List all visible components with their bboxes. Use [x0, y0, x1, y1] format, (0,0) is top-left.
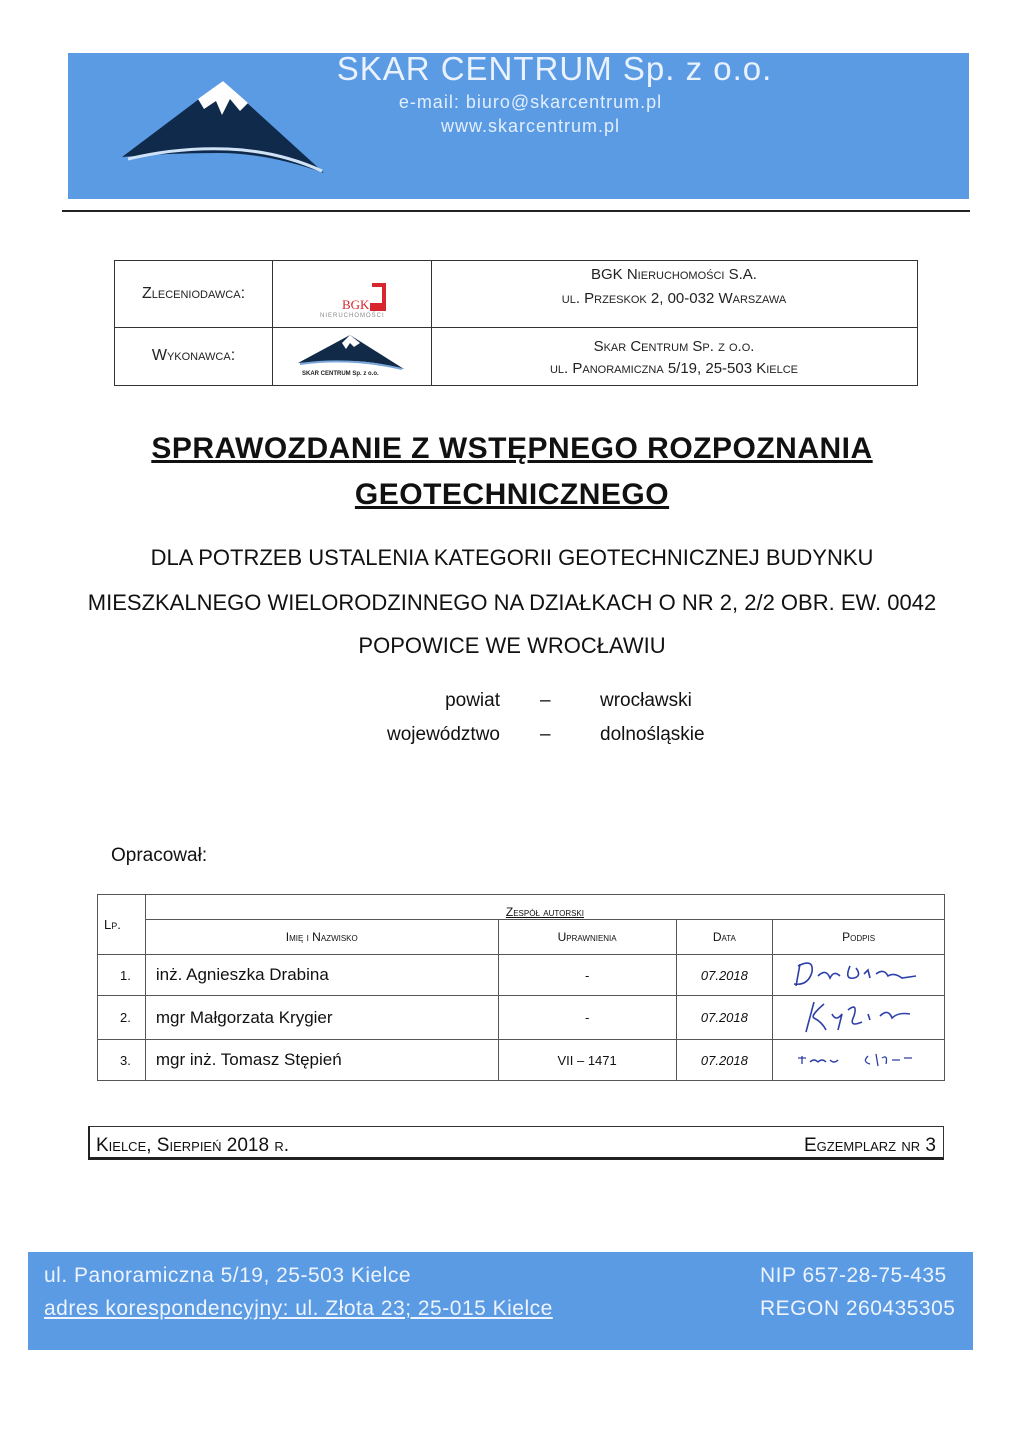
powiat-dash: –: [540, 690, 551, 711]
signature: [773, 1040, 945, 1081]
author-date: 07.2018: [676, 1040, 773, 1081]
author-date: 07.2018: [676, 996, 773, 1040]
client-name: BGK Nieruchomości S.A.: [591, 266, 757, 283]
author-permissions: VII – 1471: [498, 1040, 676, 1081]
signature-column-header: Podpis: [773, 920, 945, 955]
powiat-label: powiat: [445, 690, 500, 711]
table-row: [98, 996, 945, 1040]
contractor-name: Skar Centrum Sp. z o.o.: [593, 338, 755, 355]
lp-header: Lp.: [98, 895, 146, 955]
author-permissions: -: [498, 996, 676, 1040]
report-title-line2: GEOTECHNICZNEGO: [354, 478, 670, 511]
parties-row-divider: [115, 327, 917, 328]
client-address: ul. Przeskok 2, 00-032 Warszawa: [561, 290, 787, 307]
regon-number: REGON 260435305: [760, 1297, 956, 1320]
author-permissions: -: [498, 955, 676, 996]
office-address: ul. Panoramiczna 5/19, 25-503 Kielce: [44, 1264, 412, 1287]
header-divider: [62, 210, 970, 212]
powiat-value: wrocławski: [600, 690, 692, 711]
author-name: mgr inż. Tomasz Stępień: [145, 1040, 498, 1081]
report-subtitle-line1: DLA POTRZEB USTALENIA KATEGORII GEOTECHNICZNEJ BUDYNKU: [150, 545, 874, 570]
signature-krygier: [784, 996, 934, 1034]
prepared-by-label: Opracował:: [111, 845, 208, 866]
name-column-header: Imię i Nazwisko: [145, 920, 498, 955]
signature: [773, 955, 945, 996]
permissions-column-header: Uprawnienia: [498, 920, 676, 955]
row-number: 1.: [98, 955, 146, 996]
signature-stepien: [784, 1044, 934, 1072]
report-title-line1: SPRAWOZDANIE Z WSTĘPNEGO ROZPOZNANIA: [151, 432, 873, 465]
voivodeship-label: województwo: [387, 724, 500, 745]
report-subtitle-line3: POPOWICE WE WROCŁAWIU: [358, 633, 666, 658]
skar-logo: SKAR CENTRUM Sp. z o.o.: [272, 331, 431, 383]
place-and-date: Kielce, Sierpień 2018 r.: [96, 1135, 289, 1156]
table-row: [98, 955, 945, 996]
report-subtitle-line2: MIESZKALNEGO WIELORODZINNEGO NA DZIAŁKACH O NR 2, 2/2 OBR. EW. 0042: [87, 590, 937, 615]
voivodeship-dash: –: [540, 724, 551, 745]
parties-table: [114, 260, 918, 386]
contractor-address: ul. Panoramiczna 5/19, 25-503 Kielce: [549, 360, 799, 377]
team-header: Zespół autorski: [145, 895, 944, 920]
signature: [773, 996, 945, 1040]
company-website: www.skarcentrum.pl: [440, 116, 621, 136]
client-label: Zleceniodawca:: [141, 285, 246, 302]
author-date: 07.2018: [676, 955, 773, 996]
authors-table: [97, 894, 945, 1081]
author-name: inż. Agnieszka Drabina: [145, 955, 498, 996]
contractor-label: Wykonawca:: [151, 347, 236, 364]
company-email: e-mail: biuro@skarcentrum.pl: [398, 92, 663, 112]
date-column-header: Data: [676, 920, 773, 955]
nip-number: NIP 657-28-75-435: [760, 1264, 947, 1287]
company-name: SKAR CENTRUM Sp. z o.o.: [336, 50, 773, 87]
row-number: 2.: [98, 996, 146, 1040]
mountain-logo-icon: [294, 333, 406, 373]
voivodeship-value: dolnośląskie: [600, 724, 705, 745]
correspondence-address: adres korespondencyjny: ul. Złota 23; 25-015 Kielce: [44, 1297, 553, 1320]
copy-number: Egzemplarz nr 3: [803, 1135, 936, 1156]
table-row: [98, 1040, 945, 1081]
bgk-logo: BGK NIERUCHOMOŚCI: [272, 271, 431, 321]
author-name: mgr Małgorzata Krygier: [145, 996, 498, 1040]
row-number: 3.: [98, 1040, 146, 1081]
signature-drabina: [784, 956, 934, 990]
